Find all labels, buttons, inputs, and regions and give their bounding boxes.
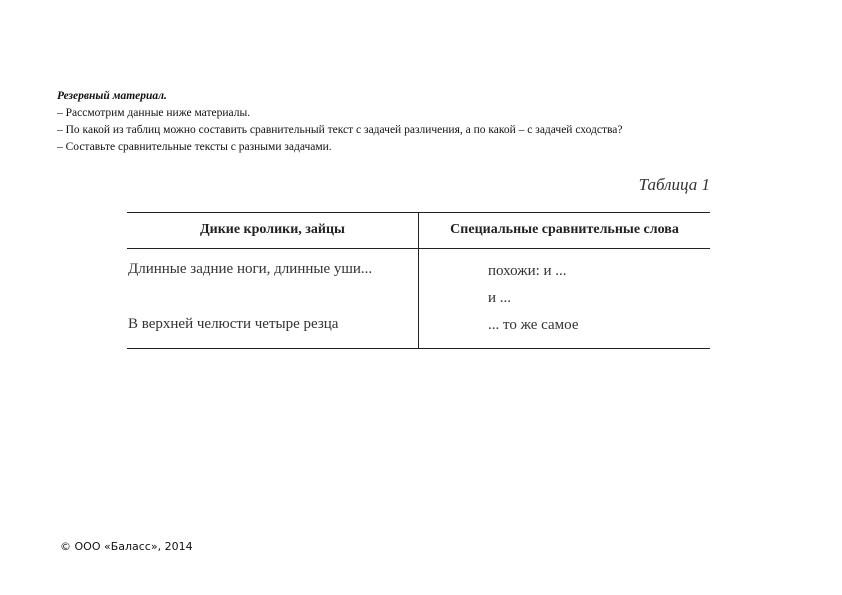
intro-line-1: – Рассмотрим данные ниже материалы. <box>57 107 251 119</box>
table-cell-right-2: и ... <box>488 290 512 306</box>
table-cell-right-3: ... то же самое <box>488 317 579 333</box>
intro-line-3: – Составьте сравнительные тексты с разными задачами. <box>57 141 332 153</box>
table-header-left: Дикие кролики, зайцы <box>200 222 345 237</box>
table-header-divider <box>127 248 710 249</box>
table-cell-left-1: Длинные задние ноги, длинные уши... <box>128 261 373 277</box>
table-header-right: Специальные сравнительные слова <box>450 222 679 237</box>
table-cell-right-1: похожи: и ... <box>488 263 567 279</box>
table-caption: Таблица 1 <box>638 175 710 194</box>
intro-line-2: – По какой из таблиц можно составить сравнительный текст с задачей различения, а по какой – с задачей сходства? <box>57 124 623 136</box>
section-heading: Резервный материал. <box>57 90 167 102</box>
table-cell-left-2: В верхней челюсти четыре резца <box>128 316 339 332</box>
copyright-footer: © ООО «Баласс», 2014 <box>60 540 193 553</box>
intro-block <box>57 88 623 156</box>
comparison-table <box>127 212 710 349</box>
